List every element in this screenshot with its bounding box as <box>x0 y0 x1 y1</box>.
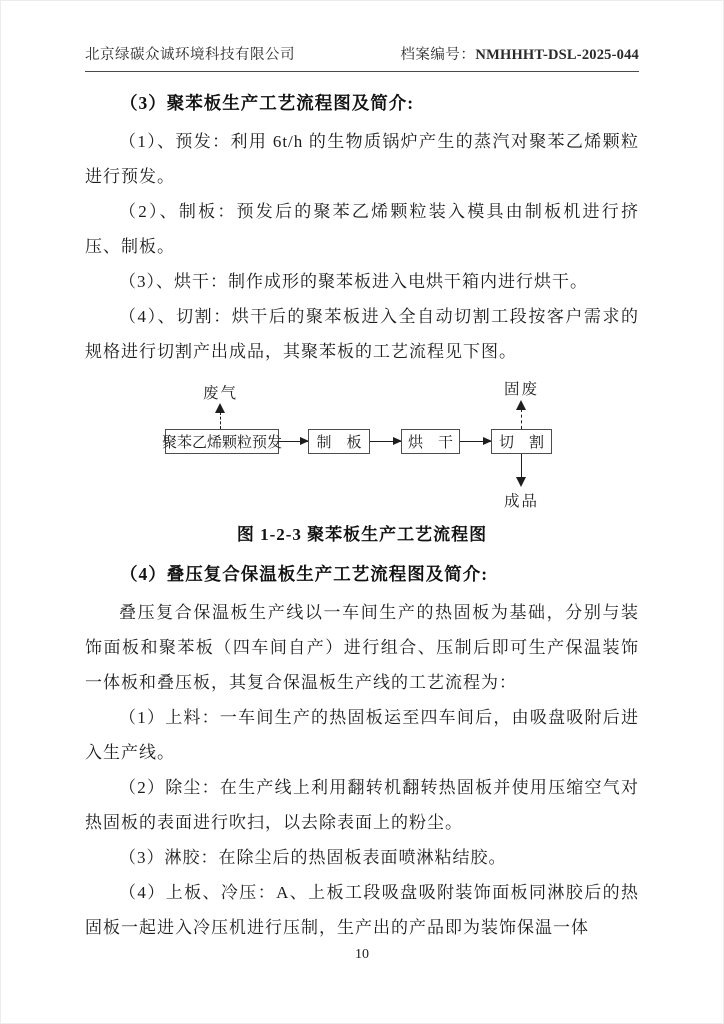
flow-node-prefoam: 聚苯乙烯颗粒预发 <box>165 429 279 454</box>
product-arrow <box>521 454 522 478</box>
page-number: 10 <box>355 947 369 962</box>
page-header <box>85 43 639 72</box>
paragraph-loading: （1）上料：一车间生产的热固板运至四车间后，由吸盘吸附后进入生产线。 <box>85 708 639 762</box>
file-number-label: 档案编号： <box>400 47 476 63</box>
flow-node-dry: 烘 干 <box>401 429 460 454</box>
paragraph-glue: （3）淋胶：在除尘后的热固板表面喷淋粘结胶。 <box>119 848 507 867</box>
paragraph-coldpress: （4）上板、冷压：A、上板工段吸盘吸附装饰面板同淋胶后的热固板一起进入冷压机进行压制，生产出的产品即为装饰保温一体 <box>85 883 639 937</box>
paragraph-dry: （3）、烘干：制作成形的聚苯板进入电烘干箱内进行烘干。 <box>119 272 588 291</box>
waste-gas-label: 废气 <box>203 385 239 402</box>
company-name: 北京绿碳众诚环境科技有限公司 <box>85 47 295 63</box>
waste-gas-dashed-arrow <box>220 412 221 429</box>
flow-node-cut: 切 割 <box>491 429 552 454</box>
flow-arrow-2 <box>370 441 401 442</box>
paragraph-cut: （4）、切割：烘干后的聚苯板进入全自动切割工段按客户需求的规格进行切割产出成品，其聚苯板的工艺流程见下图。 <box>85 307 639 361</box>
section4-heading: （4）叠压复合保温板生产工艺流程图及简介: <box>120 564 489 584</box>
file-number-group <box>400 43 639 64</box>
paragraph-prefoam: （1）、预发：利用 6t/h 的生物质锅炉产生的蒸汽对聚苯乙烯颗粒进行预发。 <box>85 132 639 186</box>
flow-arrow-3 <box>460 441 491 442</box>
paragraph-dedust: （2）除尘：在生产线上利用翻转机翻转热固板并使用压缩空气对热固板的表面进行吹扫，以去除表面上的粉尘。 <box>85 778 639 832</box>
product-label: 成品 <box>504 493 540 510</box>
file-number-value: NMHHHT-DSL-2025-044 <box>475 47 639 63</box>
paragraph-section4-intro: 叠压复合保温板生产线以一车间生产的热固板为基础，分别与装饰面板和聚苯板（四车间自产）进行组合、压制后即可生产保温装饰一体板和叠压板，其复合保温板生产线的工艺流程为： <box>85 603 639 692</box>
flow-arrow-1 <box>279 441 308 442</box>
section3-heading: （3）聚苯板生产工艺流程图及简介: <box>120 93 415 113</box>
figure-caption: 图 1-2-3 聚苯板生产工艺流程图 <box>236 525 488 544</box>
process-flowchart <box>81 375 641 517</box>
document-content <box>85 72 639 945</box>
paragraph-board: （2）、制板：预发后的聚苯乙烯颗粒装入模具由制板机进行挤压、制板。 <box>85 202 639 256</box>
flow-node-board: 制 板 <box>308 429 370 454</box>
solid-waste-dashed-arrow <box>521 409 522 429</box>
solid-waste-label: 固废 <box>504 381 540 398</box>
